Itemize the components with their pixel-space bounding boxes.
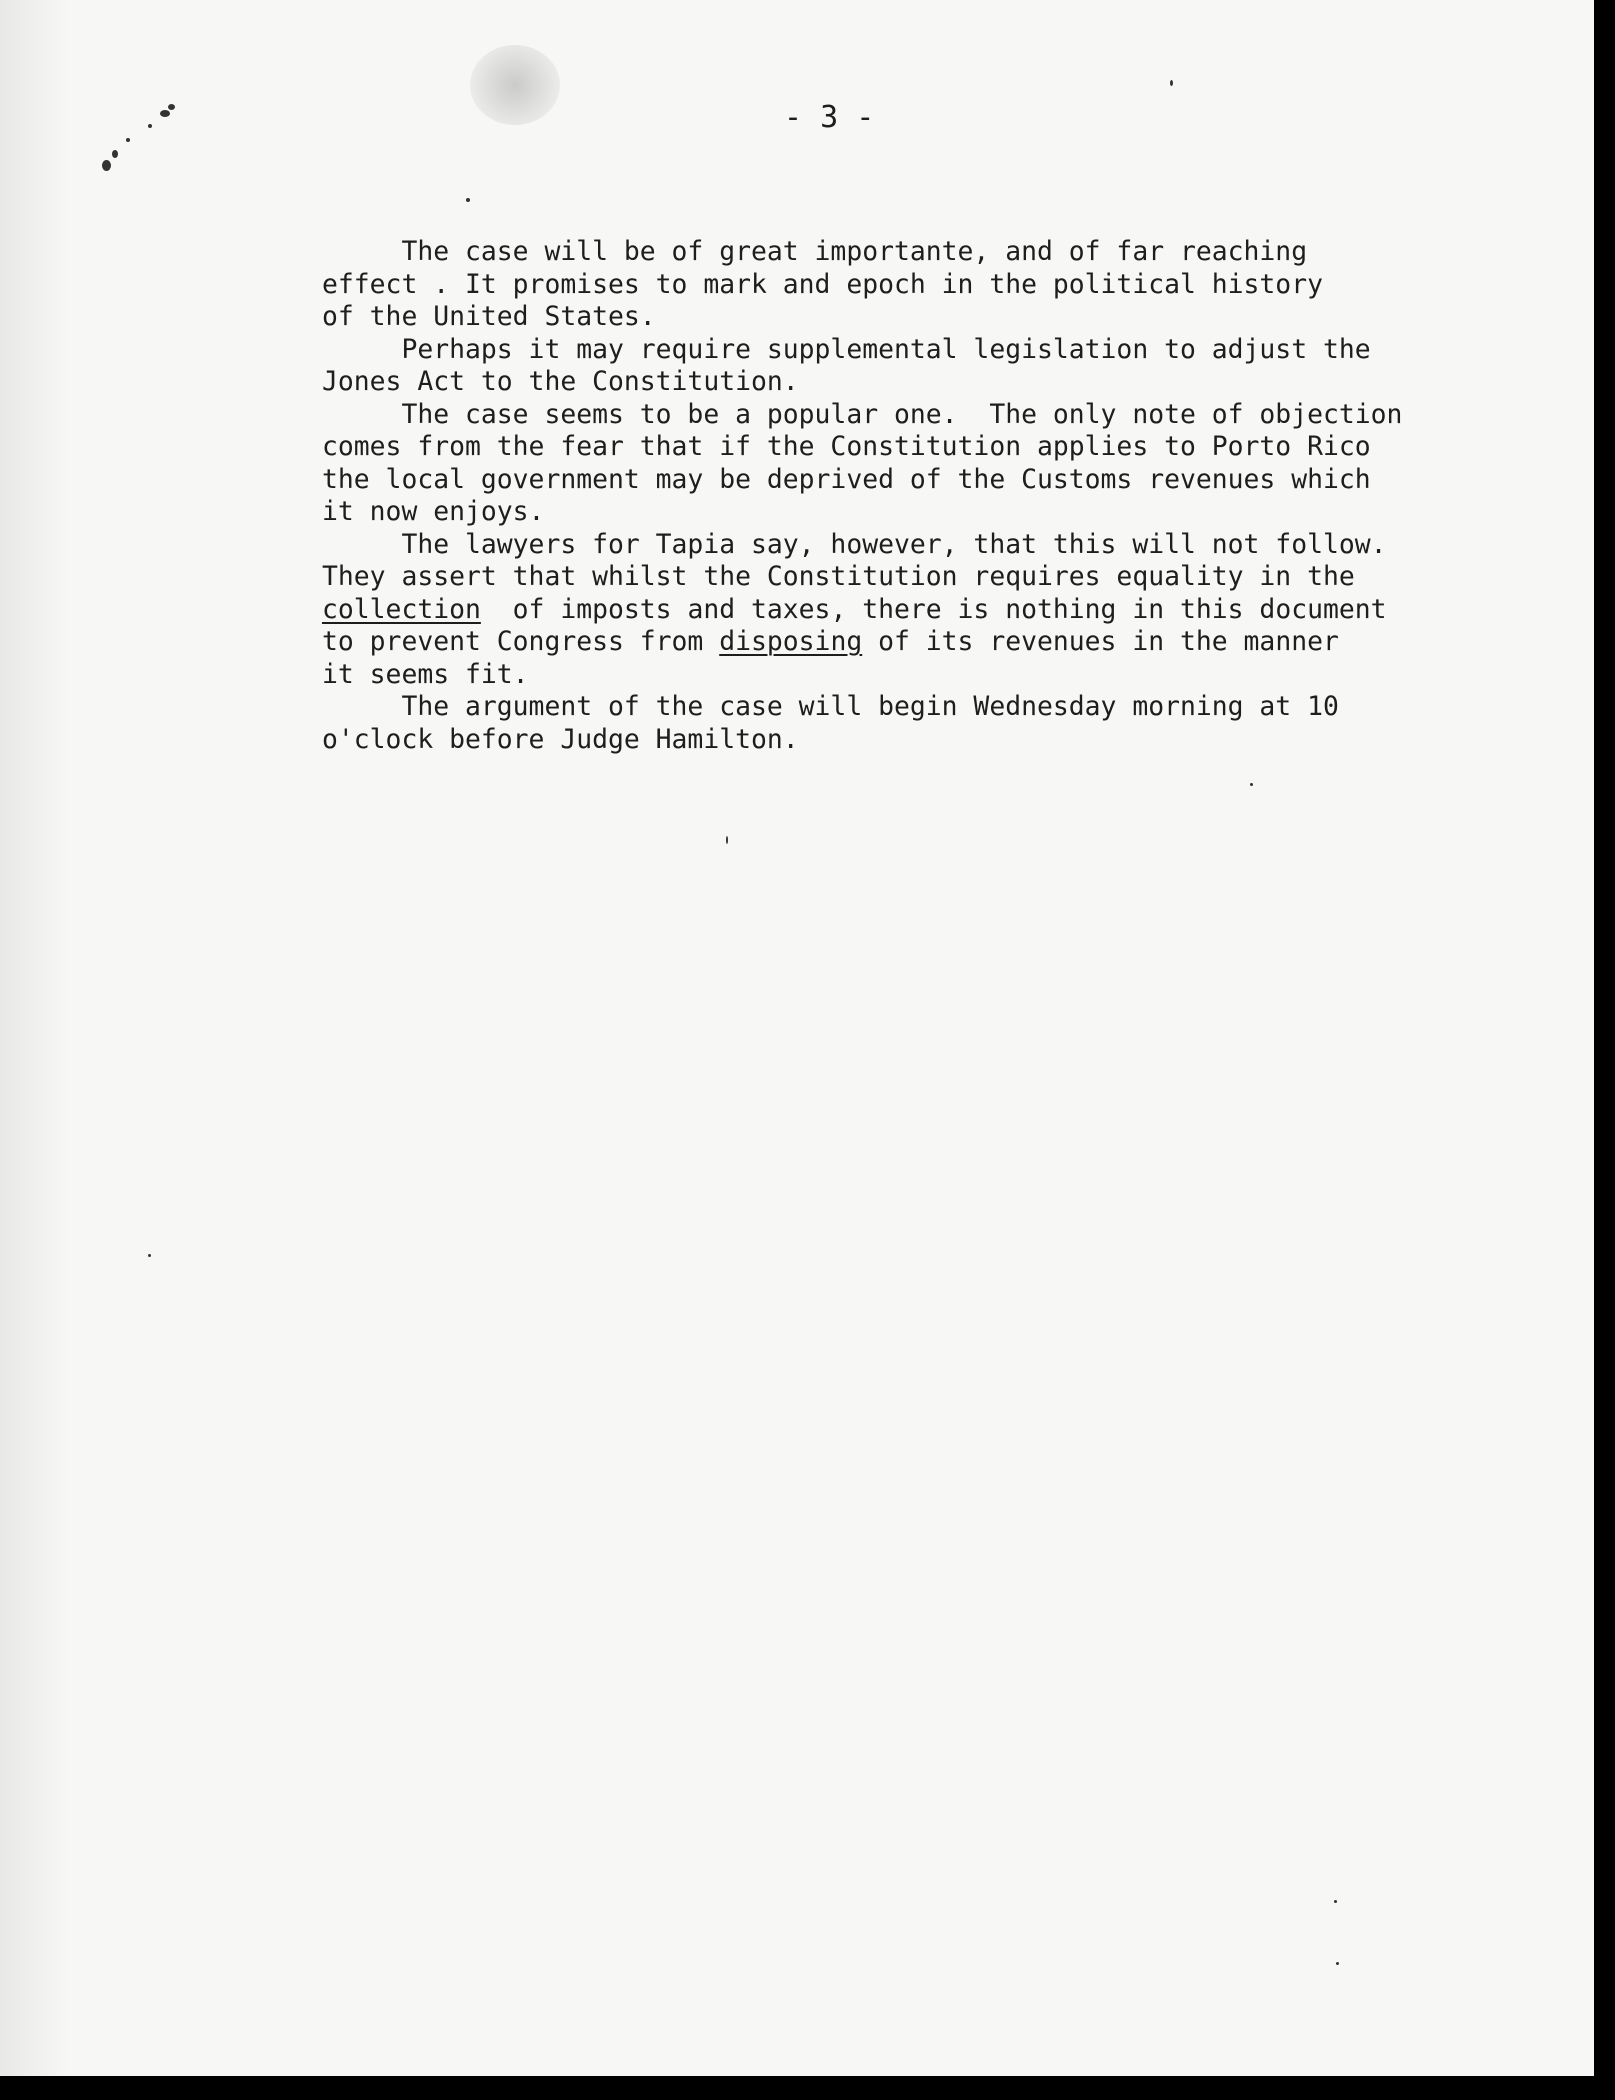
text-line (322, 691, 1442, 724)
underlined-word: disposing (719, 626, 863, 657)
ink-mark (1334, 1900, 1337, 1903)
text-segment: it now enjoys. (322, 496, 545, 527)
text-line (322, 529, 1442, 562)
text-segment: They assert that whilst the Constitution requires equality in the (322, 561, 1355, 592)
text-segment: to prevent Congress from (322, 626, 720, 657)
scan-shadow (0, 0, 70, 2076)
ink-mark (1250, 783, 1253, 786)
ink-mark (148, 124, 152, 128)
text-line (322, 659, 1442, 692)
text-line (322, 724, 1442, 757)
text-line (322, 464, 1442, 497)
ink-mark (126, 138, 130, 142)
text-segment: effect . It promises to mark and epoch in the political history (322, 268, 1323, 300)
text-segment: of the United States. (322, 301, 656, 332)
text-segment: Jones Act to the Constitution. (322, 366, 799, 397)
body-text (322, 236, 1442, 756)
ink-mark (148, 1254, 151, 1257)
text-line (322, 561, 1442, 594)
text-line (322, 594, 1442, 627)
ink-mark (112, 150, 118, 158)
ink-smudge (470, 45, 560, 125)
page-number: - 3 - (784, 100, 875, 135)
text-segment: o'clock before Judge Hamilton. (322, 723, 799, 755)
text-segment: of its revenues in the manner (862, 626, 1339, 657)
text-line (322, 334, 1442, 367)
text-segment: the local government may be deprived of the Customs revenues which (322, 463, 1371, 495)
text-line (322, 366, 1442, 399)
text-segment: The case will be of great importante, and of far reaching (322, 236, 1308, 267)
text-segment: The case seems to be a popular one. The only note of objection (322, 398, 1403, 430)
underlined-word: collection (322, 593, 481, 625)
text-line (322, 301, 1442, 334)
text-line (322, 431, 1442, 464)
ink-mark (102, 160, 111, 171)
text-segment: The argument of the case will begin Wednesday morning at 10 (322, 691, 1339, 722)
text-segment: it seems fit. (322, 658, 529, 690)
text-segment: of imposts and taxes, there is nothing in this document (480, 593, 1387, 625)
ink-mark (160, 110, 170, 117)
text-segment: Perhaps it may require supplemental legislation to adjust the (322, 333, 1371, 365)
text-line (322, 496, 1442, 529)
ink-mark (726, 836, 728, 844)
text-line (322, 269, 1442, 302)
ink-mark (466, 198, 470, 202)
ink-mark (1336, 1962, 1339, 1965)
text-segment: comes from the fear that if the Constitution applies to Porto Rico (322, 431, 1371, 462)
ink-mark (1170, 80, 1173, 86)
text-line (322, 399, 1442, 432)
text-line (322, 236, 1442, 269)
text-segment: The lawyers for Tapia say, however, that this will not follow. (322, 528, 1387, 560)
ink-mark (168, 104, 175, 110)
text-line (322, 626, 1442, 659)
